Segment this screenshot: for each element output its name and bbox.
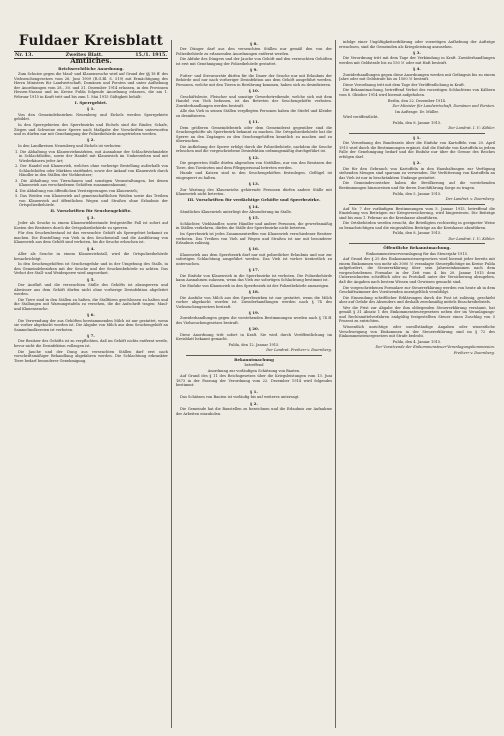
paragraph: Die für den Gebrauch von Kartoffeln in den Haushaltungen zur Verfügung stehenden Mengen sind sparsam zu verwenden. Die Verfütterung von Kartoffeln an das Vieh ist nur in beschränktem Umfange gestattet. xyxy=(339,166,495,180)
paragraph: Die Einfuhr von Klauenvieh in die Sperrbezirke ist verboten. Die Polizeibehörde kann Ausnahmen zulassen, wenn das Vieh zur sofortigen Schlachtung bestimmt ist. xyxy=(176,273,332,283)
paragraph: Die Gemeindevorsteher haben die Bevölkerung auf die vorstehenden Bestimmungen hinzuweisen und für deren Durchführung Sorge zu tragen. xyxy=(339,181,495,190)
issue-date: 15./1. 1915. xyxy=(135,52,167,58)
signature: Der Landrat. I. V.: Köhler. xyxy=(448,126,495,131)
paragraph: Das Schätzen von Bauten ist vorläufig bis auf weiteres untersagt. xyxy=(180,395,300,400)
subline: Anordnung zur vorläufigen Schätzung von Bauten. xyxy=(207,368,301,373)
subline: Im Auftrage: Dr. Müller. xyxy=(395,109,439,114)
paragraph: Jeder als Seuche in einem Klauenviehbestande festgestellte Fall ist sofort auf Kosten des Besitzers durch die Ortspolizeibehörde zu sperren. xyxy=(14,221,168,230)
paragraph: Wissentlich unrichtige oder unvollständige Angaben oder wissentliche Verschweigung von Einkommen in der Steuererklärung sind im § 72 des Einkommensteuergesetzes mit Strafe bedroht. xyxy=(339,325,495,339)
paragraph: Zur Wartung des Klauenviehs gehörende Personen dürfen andere Ställe mit Klauenvieh nicht betreten. xyxy=(176,187,332,197)
section-heading: § 6. xyxy=(87,312,95,318)
section-heading: § 9. xyxy=(250,67,258,73)
separator-rule xyxy=(349,133,485,134)
section-heading: III. Vorschriften für verdächtige Gehöfte und Sperrbezirke. xyxy=(187,197,321,203)
paragraph: In den Landkreisen Neuenberg und Eichels ist verboten: xyxy=(18,143,122,148)
paragraph: Die Bekanntmachung, betreffend Verbot des vorzeitigen Schlachtens von Kälbern vom 8. Oktober 1914 wird hiermit aufgehoben. xyxy=(339,88,495,97)
column-divider xyxy=(335,40,336,728)
subline: Fulda, den 8. Januar 1915. xyxy=(392,231,442,236)
list-item: 2. Der Handel mit Klauenvieh, welches ohne vorherige Bestellung außerhalb von Schlachthöfen oder Märkten stattfindet, sowie der Ankauf von Klauenvieh durch Händler in den Ställen der Viehbesitzer; xyxy=(15,164,168,178)
signature: Der Minister für Landwirtschaft, Domänen und Forsten. xyxy=(392,104,495,109)
paragraph: Die Verordnung tritt mit dem Tage der Verkündung in Kraft. Zuwiderhandlungen werden mit Geldstrafe bis zu 150 ℳ oder mit Haft bestraft. xyxy=(339,56,495,65)
sheet-label: Zweites Blatt. xyxy=(65,52,103,58)
section-heading: § 4. xyxy=(87,245,95,251)
paragraph: Dem größeren Gemeindebezirk oder dem Gemeinderat gegenüber sind die Seuchengehöfte als Sperrbezirk bekannt zu machen. Die Ortspolizeibehörde hat die Sperre an den Zugängen zu den Seuchengehöften kenntlich zu machen und zu überwachen. xyxy=(176,125,332,144)
section-heading: § 19. xyxy=(248,309,260,315)
paragraph: Die Verwendung der aus Gehöften herstammenden Milch ist nur gestattet, wenn sie vorher abgekocht worden ist. Die Abgabe von Milch aus dem Seuchengehöft an Sammelmolkereien ist verboten. xyxy=(14,318,168,332)
section-heading: § 11. xyxy=(248,119,260,125)
paragraph: Die Abfuhr des Düngers und der Jauche von Gehöft und den verseuchten Gehöften ist erst mit Genehmigung der Polizeibehörde gestattet. xyxy=(176,57,332,66)
section-heading: § 2. xyxy=(413,160,421,166)
paragraph: Aller als Seuche in einem Klauenviehstall, wird die Ortspolizeibehörde benachrichtigt. xyxy=(14,252,168,261)
section-heading: § 1. xyxy=(413,134,421,140)
section-heading: § 12. xyxy=(248,154,260,160)
section-heading: § 3. xyxy=(87,214,95,220)
paragraph: Von den Gemeindebezirken Neuenberg und Eichels werden Sperrgebiete gebildet. xyxy=(14,112,168,122)
section-heading: § 7. xyxy=(87,332,95,338)
paragraph: Klauenvieh aus dem Sperrbezirk darf nur mit polizeilicher Erlaubnis und nur zur sofortigen Schlachtung ausgeführt werden. Das Vieh ist vorher tierärztlich zu untersuchen. xyxy=(176,252,332,266)
paragraph: In den Sperrgebieten des Sperrbezirks und Eichels sind die Rinder, Schafe, Ziegen und Schweine einer Sperre nach Maßgabe der Vorschriften unterworfen und es dürfen nur mit Genehmigung der Polizeibehörde ausgetrieben werden. xyxy=(14,123,168,137)
paragraph: Geschäftsleute, Fleischer und sonstige Gewerbetreibende, welche sich mit dem Handel von Vieh befassen, ist das Betreten der Seuchengehöfte verboten. Zuwiderhandlungen werden bestraft. xyxy=(176,94,332,108)
paragraph: Wird veröffentlicht. xyxy=(343,115,379,120)
section-heading: § 1. xyxy=(87,106,95,112)
section-heading: § 4. xyxy=(413,66,421,72)
paragraph: Die gesperrten Ställe dürfen abgesehen von Notfällen, nur von den Besitzern der Tiere, den Tierärzten und dem Pflegepersonal betreten werden. xyxy=(176,161,332,170)
paragraph: Die Jauche und der Dung aus verseuchten Ställen darf erst nach vorschriftsmäßiger Behandlung abgefahren werden. Die Schlachtung erkrankter Tiere bedarf besonderer Genehmigung. xyxy=(14,349,168,363)
separator-rule xyxy=(349,204,485,205)
section-heading: § 8. xyxy=(250,40,258,46)
section-heading: Reichsrechtliche Anordnung. xyxy=(58,65,124,71)
paragraph: Der Ausfluß und die verseuchten Ställe des Gehöfts ist abzusperren und Abwässer aus dem Gehöft dürfen nicht ohne vorherige Desinfektion abgeleitet werden. xyxy=(14,283,168,297)
paragraph: Die Einsendung schriftlicher Erklärungen durch die Post ist zulässig, geschieht aber auf Gefahr des Absenders und deshalb zweckmäßig mittels Einschreibebriefs. xyxy=(339,295,495,305)
section-title: Amtliches. xyxy=(70,56,112,65)
paragraph: Der Besitzer des Gehöfts ist zu verpflichten, daß im Gehöft nichts entfernt werde, bevor nicht die Desinfektion vollzogen ist. xyxy=(14,339,168,348)
section-heading: § 17. xyxy=(248,267,260,273)
section-heading: § 2. xyxy=(87,137,95,143)
issue-number: Nr. 13. xyxy=(15,52,34,58)
paragraph: Auf Nr. 7 der vorläufigen Bestimmungen vom 5. Januar 1915, betreffend die Einziehung von Beiträgen zur Kriegsversicherung, wird hingewiesen. Die Beiträge sind bis zum 1. Februar an die Kreiskasse abzuführen. xyxy=(339,206,495,220)
paragraph: Im Sperrbezirk ist jedes Zusammentreffen von Klauenvieh verschiedener Besitzer verboten. Das Treiben von Vieh auf Wegen und Straßen ist nur mit besonderer Erlaubnis zulässig. xyxy=(176,232,332,246)
list-item: 4. Die Abhaltung von öffentlichen Versteigerungen von Klauenvieh; xyxy=(15,188,138,193)
column-right xyxy=(339,40,495,730)
paragraph: Auf Grund des § 11 des Reichsgesetzes über die Kriegsleistungen vom 13. Juni 1873 in der Fassung der Verordnung vom 22. Dezember 1914 wird folgendes bestimmt: xyxy=(176,374,332,388)
paragraph: Futter- und Streuvorräte dürfen für die Dauer der Seuche nur mit Erlaubnis der Behörde und nur nach vorheriger Desinfektion aus dem Gehöft ausgeführt werden. Personen, welche mit den Tieren in Berührung kommen, haben sich zu desinfizieren. xyxy=(176,73,332,87)
subline: Fulda, den 12. Januar 1915. xyxy=(228,342,280,347)
section-heading: Bekanntmachung xyxy=(234,356,274,362)
section-heading: § 1. xyxy=(250,388,258,394)
paragraph: Zuwiderhandlungen gegen diese Anordnungen werden mit Gefängnis bis zu einem Jahre oder mit Geldstrafe bis zu 1500 ℳ bestraft. xyxy=(339,72,495,82)
section-heading: § 10. xyxy=(248,88,260,94)
separator-rule xyxy=(349,243,485,244)
paragraph: Auf Grund des § 25 des Einkommensteuergesetzes wird hiermit jeder bereits mit einem Einkommen von mehr als 3000 ℳ veranlagte Steuerpflichtige im Kreise Fulda aufgefordert, die Steuererklärung über sein Jahreseinkommen nach dem vorgeschriebenen Formular in der Zeit vom 4. bis 20. Januar 1915 dem Unterzeichneten schriftlich oder zu Protokoll unter der Versicherung abzugeben, daß die Angaben nach bestem Wissen und Gewissen gemacht sind. xyxy=(339,257,495,284)
section-heading: § 3. xyxy=(413,49,421,55)
section-heading: § 13. xyxy=(248,181,260,187)
paragraph: Die Einfuhr von Klauenvieh in den Sperrbezirk ist der Polizeibehörde anzuzeigen. xyxy=(180,283,330,288)
paragraph: Die Aufhebung der Sperre erfolgt durch die Polizeibehörde, nachdem die Seuche erloschen und die vorgeschriebene Desinfektion ordnungsmäßig durchgeführt ist. xyxy=(176,144,332,154)
section-heading: § 18. xyxy=(248,289,260,295)
subline: Einkommensteuerveranlagung für das Steuerjahr 1915. xyxy=(365,251,469,256)
paragraph: Die Gemeinde hat die Baustellen zu bezeichnen und die Erlaubnis zur Aufnahme der Arbeiten einzuholen. xyxy=(176,407,332,416)
paragraph: Zuwiderhandlungen gegen die vorstehenden Bestimmungen werden nach § 74 ff. des Viehseuchengesetzes bestraft. xyxy=(176,316,332,325)
signature: Der Landrat. v. Doernberg. xyxy=(445,197,495,202)
signature: Freiherr v. Doernberg. xyxy=(453,350,495,355)
masthead xyxy=(14,34,168,58)
paragraph: Zum Schutze gegen die Maul- und Klauenseuche wird auf Grund der §§ 18 ff. des Viehseuchengesetzes vom 26. Juni 1909 (R.G.Bl. S. 519) mit Ermächtigung des Herrn Ministers für Landwirtschaft, Domänen und Forsten und unter Aufhebung der Anordnungen vom 28., 30. und 31. Dezember 1914 erlassen, in den Provinzen Hessen-Nassau und im Kreise Fulda folgende Anordnung erlassen, die am 1. Februar 1915 in Kraft tritt und bis zum 1. Mai 1915 Gültigkeit behält: xyxy=(14,72,168,99)
paragraph: Der Dünger darf aus den verseuchten Ställen nur gemäß den von der Polizeibehörde zu erlassenden Anordnungen entfernt werden. xyxy=(176,47,332,56)
section-heading: Öffentliche Bekanntmachung. xyxy=(383,245,451,251)
separator-rule xyxy=(186,355,322,356)
signature: Der Landrat. I. V.: Köhler. xyxy=(448,236,495,241)
paragraph: Für den Seuchenbestand ist das verseuchte Gehöft als Sperrgebiet bekannt zu machen. Die Einstellung von Vieh in den Seuchenstall und die Ausführung von Klauenvieh aus dem Gehöft sind verboten, bis die Seuche erloschen ist. xyxy=(14,231,168,245)
list-item: 5. Das Weiden von Klauenvieh auf gemeinschaftlichen Weiden sowie das Treiben von Klauenvieh auf öffentlichen Wegen und Straßen ohne Erlaubnis der Ortspolizeibehörde. xyxy=(15,194,168,208)
subline: Fulda, den 5. Januar 1915. xyxy=(392,191,442,196)
section-heading: § 16. xyxy=(248,246,260,252)
paragraph: Die Ausfuhr von Milch aus den Sperrbezirken ist nur gestattet, wenn die Milch vorher abgekocht worden ist. Zuwiderhandlungen werden nach § 74 des Viehseuchengesetzes bestraft. xyxy=(176,295,332,309)
paragraph: Diese Verordnung tritt mit dem Tage der Veröffentlichung in Kraft. xyxy=(343,82,466,87)
section-heading: § 2. xyxy=(250,400,258,406)
subline: Fulda, den 4. Januar 1915. xyxy=(392,339,442,344)
subline: Fulda, den 8. Januar 1915. xyxy=(392,120,442,125)
paragraph: Schlächter, Viehhändler, sowie Händler und andere Personen, die gewerbsmäßig in Ställen verkehren, dürfen die Ställe der Sperrbezirke nicht betreten. xyxy=(176,221,332,231)
paragraph: Die Ortsbehörden werden ersucht, die Beteiligten rechtzeitig in geeigneter Weise zu benachrichtigen und die eingezahlten Beiträge an die Kreiskasse abzuführen. xyxy=(339,221,495,230)
paragraph: infolge einer Ungültigkeitserklärung oder vorzeitigen Aufhebung der Aufträge erwachsen, sind die Gemeinden als Kriegsleistung anzusehen. xyxy=(339,40,495,49)
newspaper-title: Fuldaer Kreisblatt xyxy=(18,33,164,49)
paragraph: Die Verordnung des Bundesrats über die Einfuhr von Kartoffeln vom 20. April 1915 wird durch die Bestimmungen ergänzt, daß die Einfuhr von Kartoffeln in jedem Falle der Genehmigung bedarf und die Einfuhr nur über die Grenze des Reiches erfolgen darf. xyxy=(339,141,495,159)
paragraph: Wer die Frist zur Abgabe der ihm obliegenden Steuererklärung versäumt, hat gemäß § 31 Absatz 1 des Einkommensteuergesetzes neben der im Veranlagungs- und Rechtsmittelverfahren endgültig festgestellten Steuer einen Zuschlag von 5 Prozent zu entrichten. xyxy=(339,305,495,324)
section-heading: § 15. xyxy=(248,215,260,221)
section-heading: § 20. xyxy=(248,326,260,332)
section-heading: I. Sperrgebiet. xyxy=(74,100,108,106)
section-heading: II. Vorschriften für Seuchengehöfte. xyxy=(50,208,132,214)
paragraph: In den Seuchengehöften ist Seuchengefahr und in der Umgebung des Stalls, in den Gemeindebezirken mit der Seuche und der Seuchenbehörde zu achten. Das Verbot der Stall- und Weidesperre wird angeordnet. xyxy=(14,262,168,276)
paragraph: Die Tiere sind in den Ställen zu halten, die Stalltüren geschlossen zu halten und die Stallungen mit Warnungstafeln zu versehen, die die Aufschrift tragen: Maul- und Klauenseuche. xyxy=(14,297,168,311)
subline: betreffend xyxy=(244,363,264,368)
section-heading: § 14. xyxy=(248,203,260,209)
paragraph: Hunde und Katzen sind in den Seuchengehöften festzulegen. Geflügel ist eingesperrt zu halten. xyxy=(176,171,332,180)
signature: Der Landrat. Freiherr v. Doernberg. xyxy=(266,348,332,353)
list-item: 3. Die Abhaltung von Tierschauen und sonstigen Veranstaltungen, bei denen Klauenvieh aus verschiedenen Gehöften zusammenkommt; xyxy=(15,178,168,188)
subline: Berlin, den 22. Dezember 1914. xyxy=(387,98,447,103)
column-divider xyxy=(171,40,172,728)
section-heading: § 5. xyxy=(87,276,95,282)
paragraph: Alle das Vieh in seinen Ställen verpflegten Personen haben die Stiefel und Kleider zu desinfizieren. xyxy=(176,109,332,118)
paragraph: Die vorgeschriebenen Formulare zur Steuererklärung werden von heute ab in dem Geschäftszimmer des Vorsitzenden unentgeltlich verabfolgt. xyxy=(339,285,495,295)
list-item: 1. Die Abhaltung von Klauenviehmärkten, mit Ausnahme der Schlachtviehmärkte in Schlachthöfen, sowie der Handel mit Klauenvieh im Umherziehen und mit Wiederkäuern jeder Art; xyxy=(15,149,168,163)
column-left xyxy=(14,56,168,730)
paragraph: Diese Anordnung tritt sofort in Kraft. Sie wird durch Veröffentlichung im Kreisblatt bekannt gemacht. xyxy=(176,332,332,342)
paragraph: Sämtliches Klauenvieh unterliegt der Absonderung im Stalle. xyxy=(180,210,292,215)
column-middle xyxy=(176,40,332,730)
signature: Der Vorsitzende der Einkommensteuer-Veranlagungskommission. xyxy=(375,345,495,350)
